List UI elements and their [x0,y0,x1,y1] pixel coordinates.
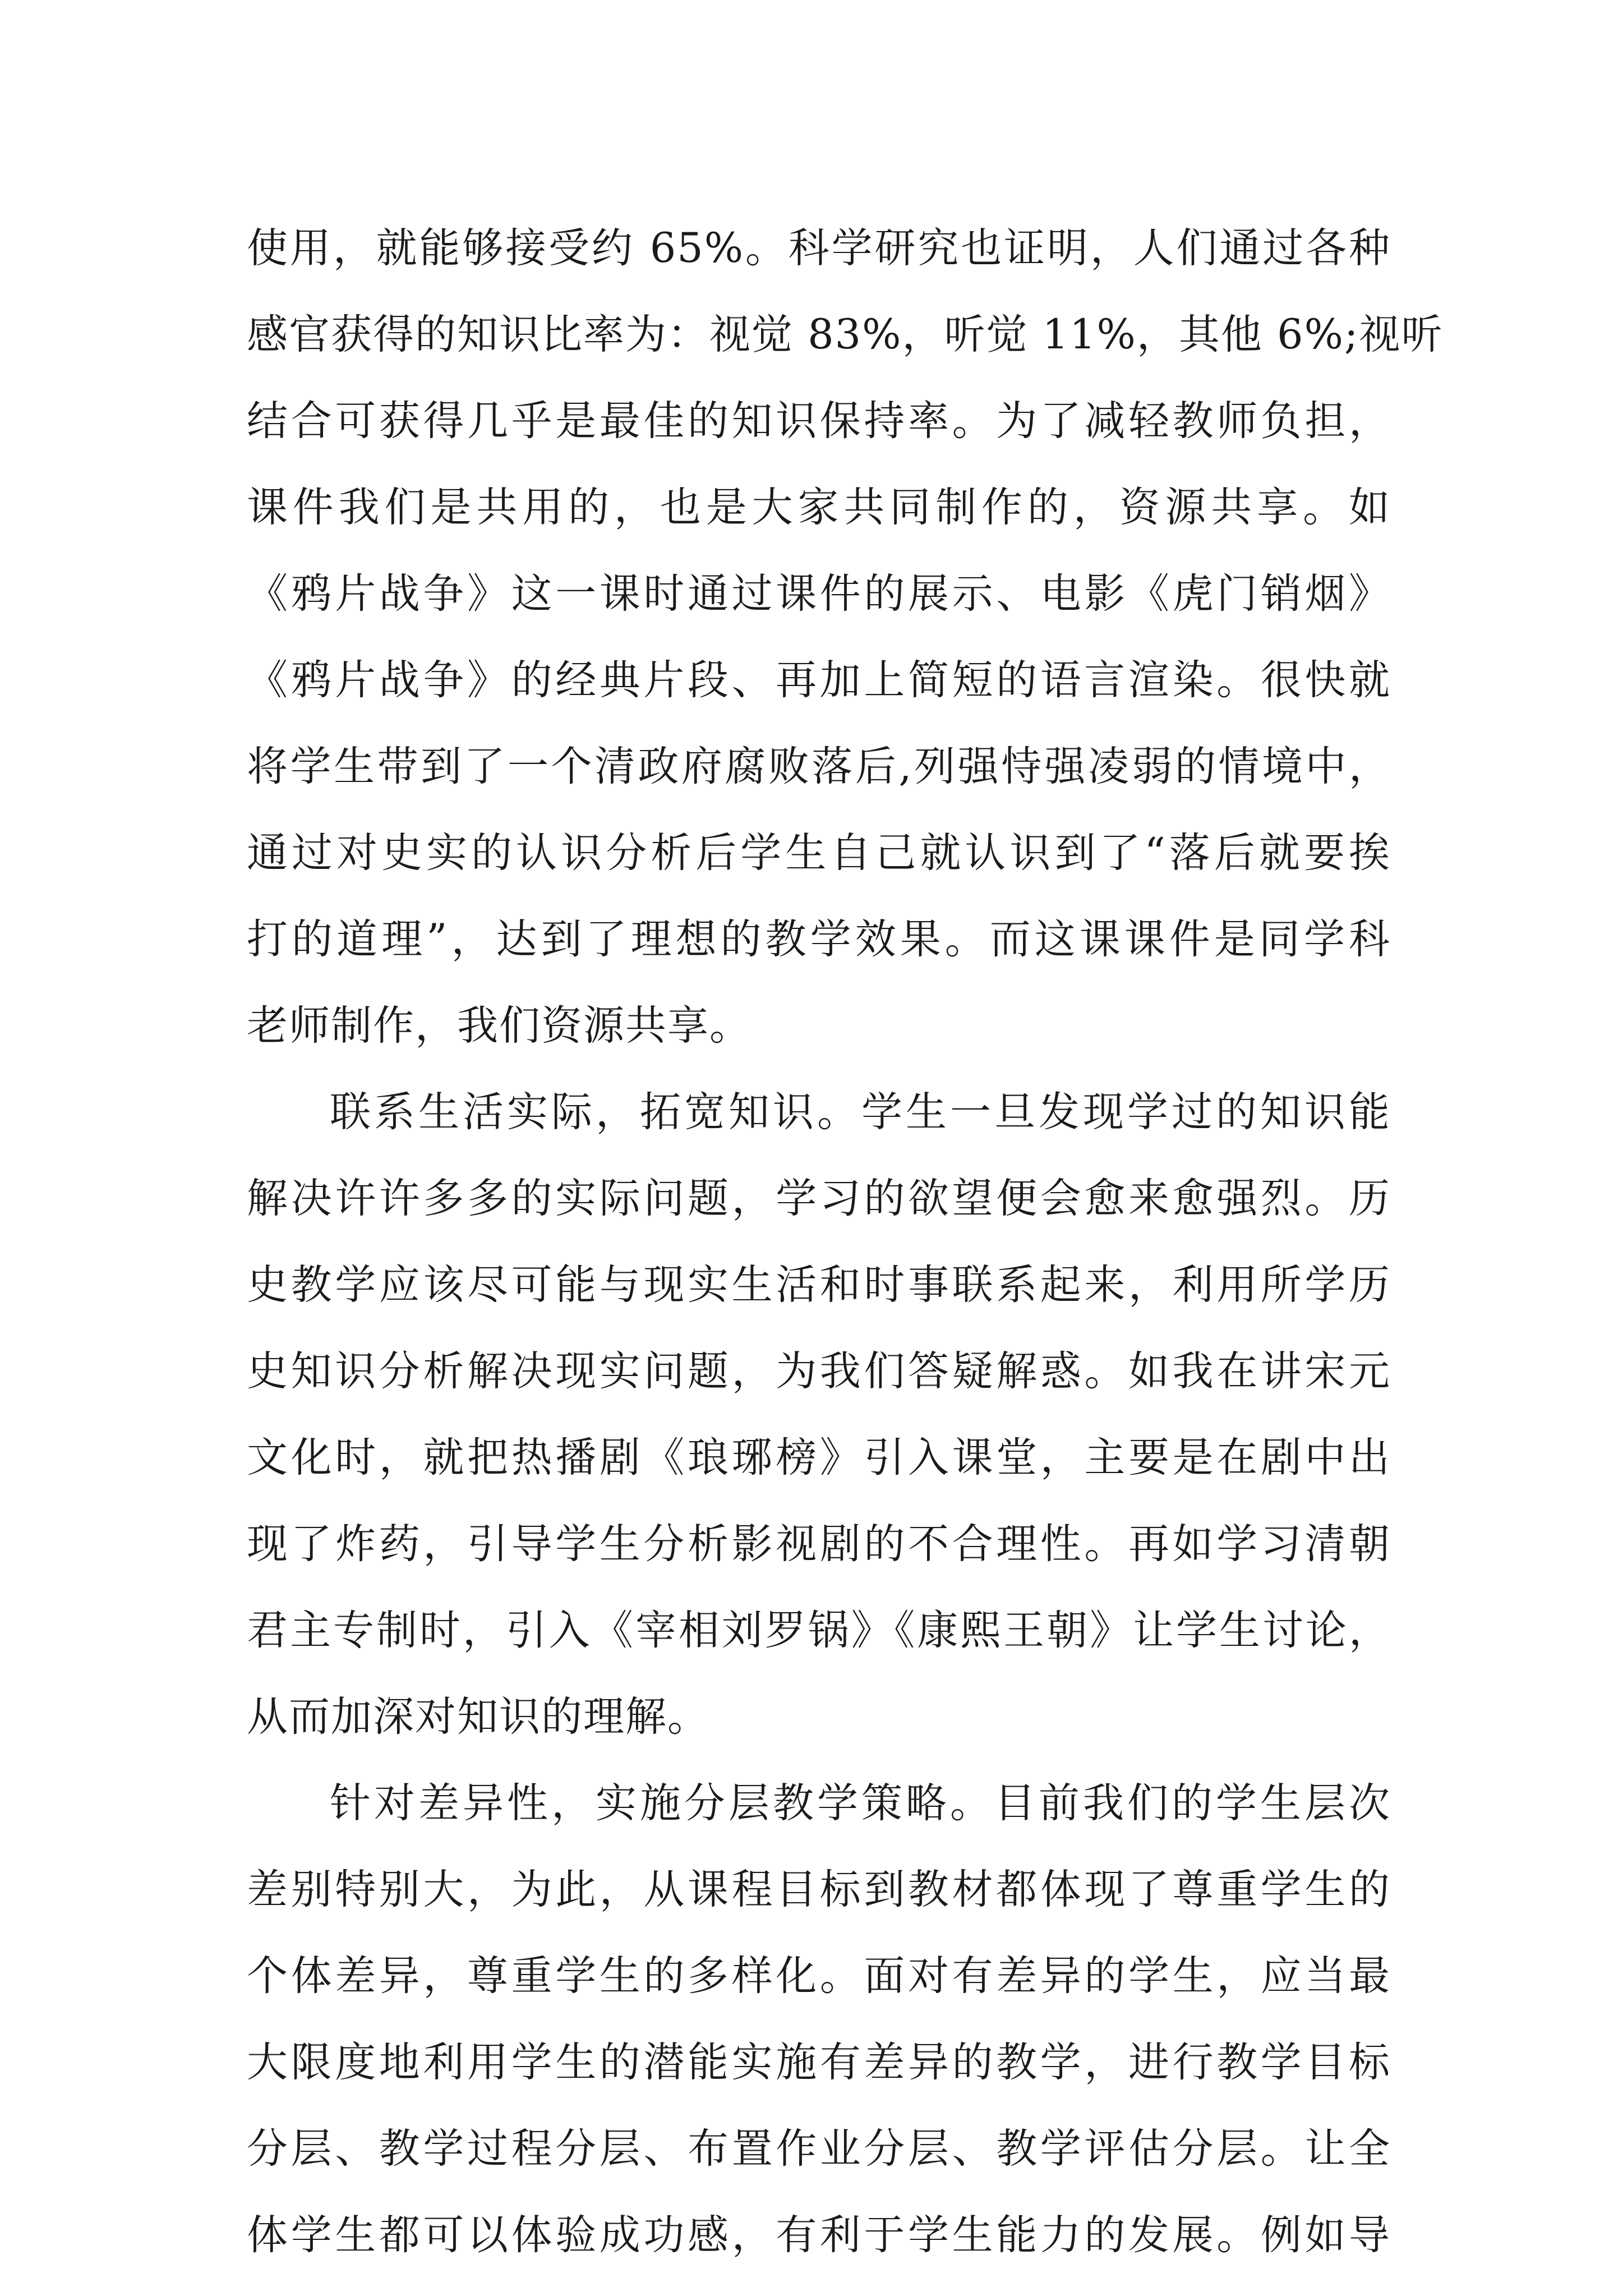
text-line: 分层、教学过程分层、布置作业分层、教学评估分层。让全 [247,2125,1391,2173]
text-line: 体学生都可以体验成功感，有利于学生能力的发展。例如导 [247,2211,1391,2259]
text-line: 史知识分析解决现实问题，为我们答疑解惑。如我在讲宋元 [247,1347,1391,1395]
paragraph-2 [247,1069,1391,1760]
text-line: 联系生活实际，拓宽知识。学生一旦发现学过的知识能 [330,1088,1391,1136]
text-line: 从而加深对知识的理解。 [247,1693,709,1741]
text-line: 史教学应该尽可能与现实生活和时事联系起来，利用所学历 [247,1261,1391,1309]
text-line: 个体差异，尊重学生的多样化。面对有差异的学生，应当最 [247,1952,1391,2000]
text-line: 差别特别大，为此，从课程目标到教材都体现了尊重学生的 [247,1866,1391,1913]
text-line: 现了炸药，引导学生分析影视剧的不合理性。再如学习清朝 [247,1520,1391,1568]
text-line: 将学生带到了一个清政府腐败落后,列强恃强凌弱的情境中， [247,743,1391,790]
body-text [247,205,1444,2279]
text-line: 通过对史实的认识分析后学生自己就认识到了“落后就要挨 [247,829,1391,877]
text-line: 老师制作，我们资源共享。 [247,1002,751,1050]
text-line: 结合可获得几乎是最佳的知识保持率。为了减轻教师负担， [247,397,1391,445]
text-line: 使用，就能够接受约 65%。科学研究也证明，人们通过各种 [247,224,1391,272]
text-line: 针对差异性，实施分层教学策略。目前我们的学生层次 [330,1779,1391,1827]
paragraph-1 [247,205,1444,1069]
text-line: 君主专制时，引入《宰相刘罗锅》《康熙王朝》让学生讨论， [247,1607,1391,1654]
text-line: 课件我们是共用的，也是大家共同制作的，资源共享。如 [247,484,1391,531]
text-line: 《鸦片战争》这一课时通过课件的展示、电影《虎门销烟》 [247,570,1391,618]
text-line: 大限度地利用学生的潜能实施有差异的教学，进行教学目标 [247,2039,1391,2086]
text-line: 打的道理”，达到了理想的教学效果。而这课课件是同学科 [247,915,1391,963]
paragraph-3 [247,1760,1391,2279]
text-line: 文化时，就把热播剧《琅琊榜》引入课堂，主要是在剧中出 [247,1434,1391,1481]
text-line: 《鸦片战争》的经典片段、再加上简短的语言渲染。很快就 [247,656,1391,704]
text-line: 感官获得的知识比率为：视觉 83%，听觉 11%，其他 6%;视听 [247,311,1444,358]
text-line: 解决许许多多的实际问题，学习的欲望便会愈来愈强烈。历 [247,1175,1391,1222]
